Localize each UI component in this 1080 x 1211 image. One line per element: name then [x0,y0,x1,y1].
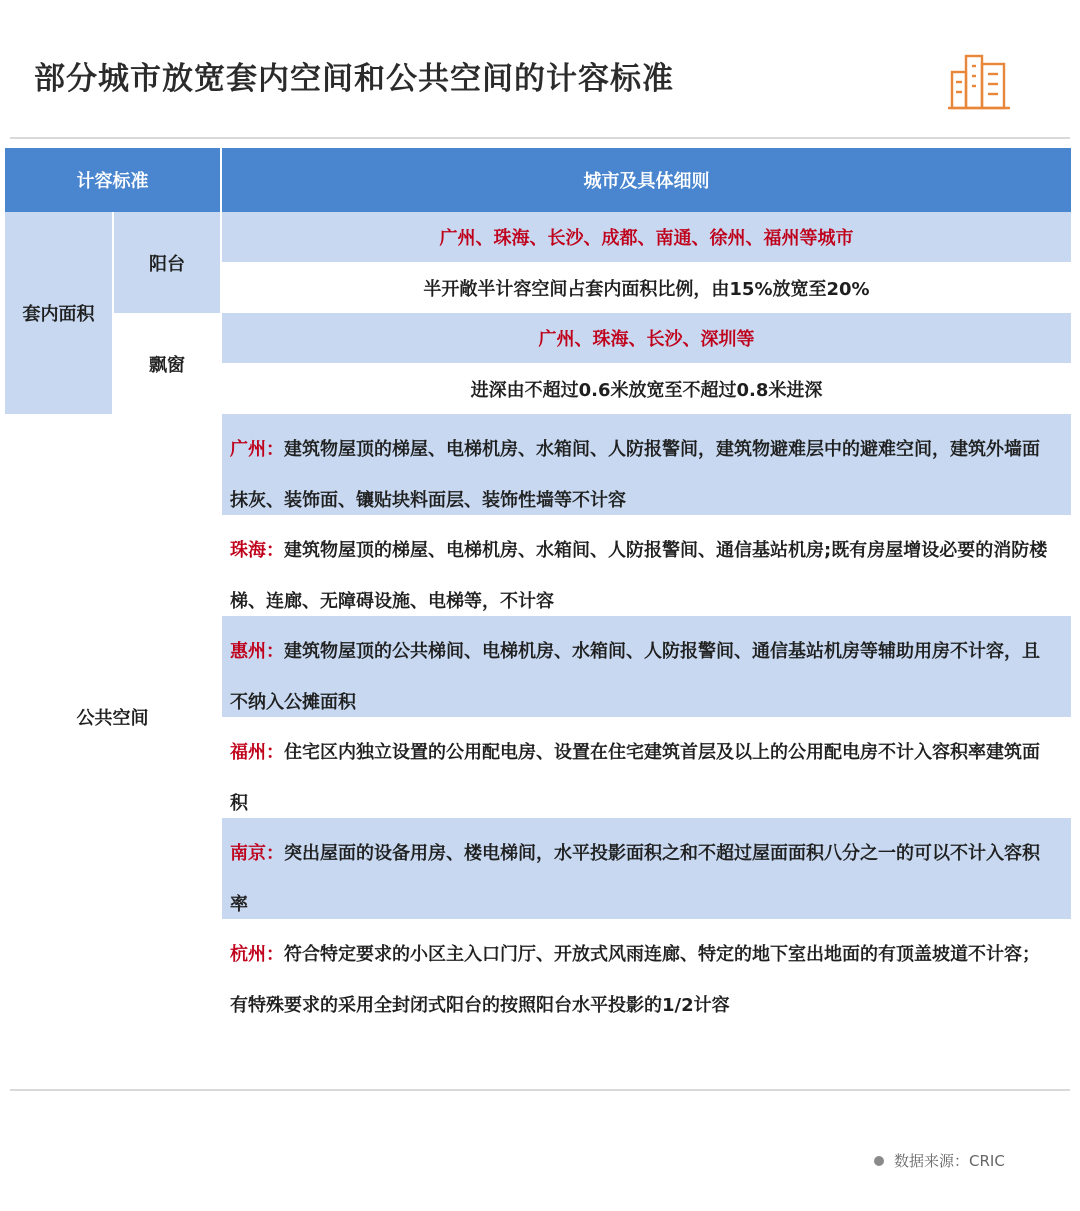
buildings-icon [946,46,1012,112]
public-row-nanjing [222,818,1071,919]
source-text: 数据来源：CRIC [894,1152,1005,1170]
rule-text: 符合特定要求的小区主入口门厅、开放式风雨连廊、特定的地下室出地面的有顶盖坡道不计容；有特殊要求的采用全封闭式阳台的按照阳台水平投影的1/2计容 [230,944,1040,1016]
bay-window-cities: 广州、珠海、长沙、深圳等 [222,313,1071,363]
rule-text: 建筑物屋顶的梯屋、电梯机房、水箱间、人防报警间、通信基站机房;既有房屋增设必要的消防楼梯、连廊、无障碍设施、电梯等，不计容 [230,540,1048,612]
public-row-hangzhou [222,919,1071,1020]
bullet-dot-icon [874,1156,884,1166]
city-label: 惠州： [230,641,284,662]
data-source [874,1150,1005,1171]
public-row-guangzhou [222,414,1071,515]
rule-text: 建筑物屋顶的梯屋、电梯机房、水箱间、人防报警间，建筑物避难层中的避难空间，建筑外墙面抹灰、装饰面、镶贴块料面层、装饰性墙等不计容 [230,439,1040,511]
balcony-cities: 广州、珠海、长沙、成都、南通、徐州、福州等城市 [222,212,1071,262]
subcategory-balcony: 阳台 [114,212,220,313]
city-label: 广州： [230,439,284,460]
rule-text: 住宅区内独立设置的公用配电房、设置在住宅建筑首层及以上的公用配电房不计入容积率建筑面积 [230,742,1040,814]
top-divider [10,137,1070,139]
category-public-space: 公共空间 [5,414,220,1020]
city-label: 南京： [230,843,284,864]
public-row-zhuhai [222,515,1071,616]
city-label: 福州： [230,742,284,763]
category-indoor-area: 套内面积 [5,212,112,414]
public-row-fuzhou [222,717,1071,818]
rule-text: 建筑物屋顶的公共梯间、电梯机房、水箱间、人防报警间、通信基站机房等辅助用房不计容，且不纳入公摊面积 [230,641,1040,713]
city-label: 杭州： [230,944,284,965]
header-details: 城市及具体细则 [222,148,1071,212]
balcony-rule: 半开敞半计容空间占套内面积比例，由15%放宽至20% [222,262,1071,313]
header-standard: 计容标准 [5,148,220,212]
public-row-huizhou [222,616,1071,717]
bottom-divider [10,1089,1070,1091]
page-title: 部分城市放宽套内空间和公共空间的计容标准 [34,61,674,97]
subcategory-bay-window: 飘窗 [114,313,220,414]
rule-text: 突出屋面的设备用房、楼电梯间，水平投影面积之和不超过屋面面积八分之一的可以不计入容积率 [230,843,1040,915]
bay-window-rule: 进深由不超过0.6米放宽至不超过0.8米进深 [222,363,1071,414]
city-label: 珠海： [230,540,284,561]
standards-table [5,148,1071,1020]
